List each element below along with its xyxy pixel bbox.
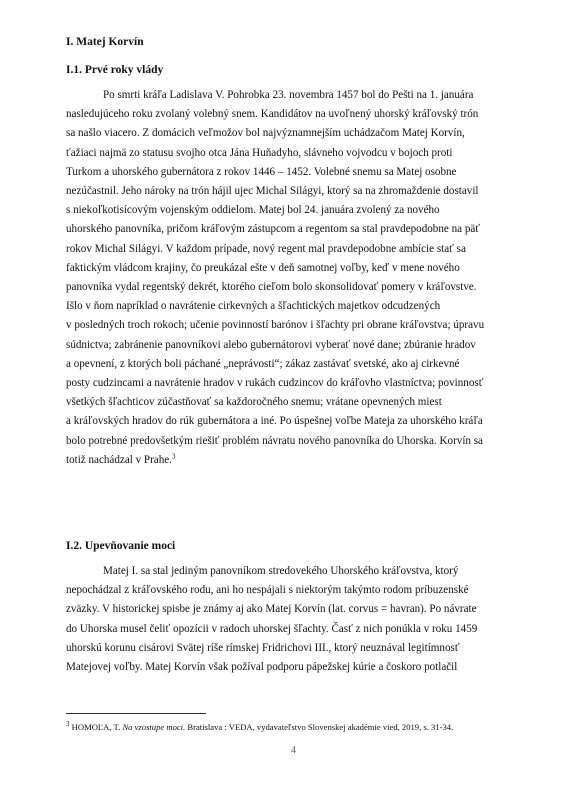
text-line: všetkých šľachticov zúčastňovať sa každoročného snemu; vrátane opevnených miest: [66, 396, 442, 409]
footnote: [66, 722, 453, 732]
footnote-author: HOMOĽA, T.: [71, 722, 121, 732]
text-line: nasledujúceho roku zvolaný volebný snem. Kandidátov na uvoľnený uhorský kráľovský trón: [66, 108, 479, 121]
text-line: súdnictva; zabránenie panovníkovi alebo gubernátorovi vyberať nové dane; zbúranie hradov: [66, 338, 476, 351]
section-heading-2: I.2. Upevňovanie moci: [66, 540, 176, 552]
text-line: a opevnení, z ktorých boli páchané „neprávosti“; zákaz zastávať svetské, ako aj cirkevné: [66, 357, 460, 370]
text-line: uhorského panovníka, pričom kráľovým zástupcom a regentom sa stal pravdepodobne na päť: [66, 223, 481, 236]
text-line: posty cudzincami a navrátenie hradov v rukách cudzincov do kráľovho vlastníctva; povinnosť: [66, 377, 484, 390]
text-line: Turkom a uhorského gubernátora z rokov 1446 – 1452. Volebné snemu sa Matej osobne: [66, 165, 457, 178]
page-number: 4: [291, 745, 296, 756]
footnote-publication: Bratislava : VEDA, vydavateľstvo Slovenskej akadémie vied, 2019, s. 31-34.: [187, 722, 454, 732]
text-line: nepochádzal z kráľovského rodu, ani ho nespájali s niektorým takýmto rodom príbuzenské: [66, 584, 469, 597]
text-line: zväzky. V historickej spisbe je známy aj ako Matej Korvín (lat. corvus = havran). Po návrate: [66, 603, 477, 616]
section-1-paragraph: [66, 86, 526, 470]
footnote-separator: [66, 713, 206, 714]
text-line-content: totiž nachádzal v Prahe.: [66, 453, 172, 466]
footnote-reference[interactable]: 3: [171, 452, 176, 461]
section-heading-1: I.1. Prvé roky vlády: [66, 64, 164, 76]
text-line: ťažiaci najmä zo statusu svojho otca Jána Huňadyho, slávneho vojvodcu v bojoch proti: [66, 146, 453, 159]
text-line: a kráľovských hradov do rúk gubernátora a iné. Po úspešnej voľbe Mateja za uhorského kráľa: [66, 415, 483, 428]
text-line: panovníka vydal regentský dekrét, ktorého cieľom bolo skonsolidovať pomery v kráľovstve.: [66, 281, 477, 294]
text-line: sa našlo viacero. Z domácich veľmožov bol najvýznamnejším uchádzačom Matej Korvín,: [66, 127, 465, 140]
text-line: nezúčastnil. Jeho nároky na trón hájil ujec Michal Silágyi, ktorý sa na zhromaždenie dostavil: [66, 185, 479, 198]
text-line: do Uhorska musel čeliť opozícii v radoch uhorskej šľachty. Časť z nich ponúkla v roku 1459: [66, 622, 478, 635]
text-line-last: [66, 451, 526, 470]
text-line: uhorskú korunu cisárovi Svätej ríše rímskej Fridrichovi III., ktorý neuznával legitímnosť: [66, 641, 460, 654]
section-2-paragraph: [66, 562, 526, 677]
chapter-title: I. Matej Korvín: [66, 36, 144, 48]
text-line: Matej I. sa stal jediným panovníkom stredovekého Uhorského kráľovstva, ktorý: [103, 565, 459, 577]
text-line: faktickým vládcom krajiny, čo preukázal ešte v deň samotnej voľby, keď v mene nového: [66, 261, 460, 274]
text-line: s niekoľkotisícovým vojenským oddielom. Matej bol 24. januára zvolený za nového: [66, 204, 440, 217]
text-line: bolo potrebné predovšetkým riešiť problém návratu nového panovníka do Uhorska. Korvín sa: [66, 434, 483, 447]
text-line: rokov Michal Silágyi. V každom prípade, nový regent mal pravdepodobne ambície stať sa: [66, 242, 466, 255]
text-line: Matejovej voľby. Matej Korvín však požíval podporu pápežskej kúrie a čoskoro potlačil: [66, 661, 458, 674]
footnote-title: Na vzostupe moci.: [122, 722, 186, 732]
text-line: Po smrti kráľa Ladislava V. Pohrobka 23. novembra 1457 bol do Pešti na 1. januára: [103, 89, 474, 101]
text-line: v posledných troch rokoch; učenie povinností barónov i šľachty pri obrane kráľovstva; úpravu: [66, 319, 485, 332]
footnote-number: 3: [66, 720, 70, 729]
text-line: Išlo v ňom napríklad o navrátenie cirkevných a šľachtických majetkov odcudzených: [66, 300, 441, 313]
